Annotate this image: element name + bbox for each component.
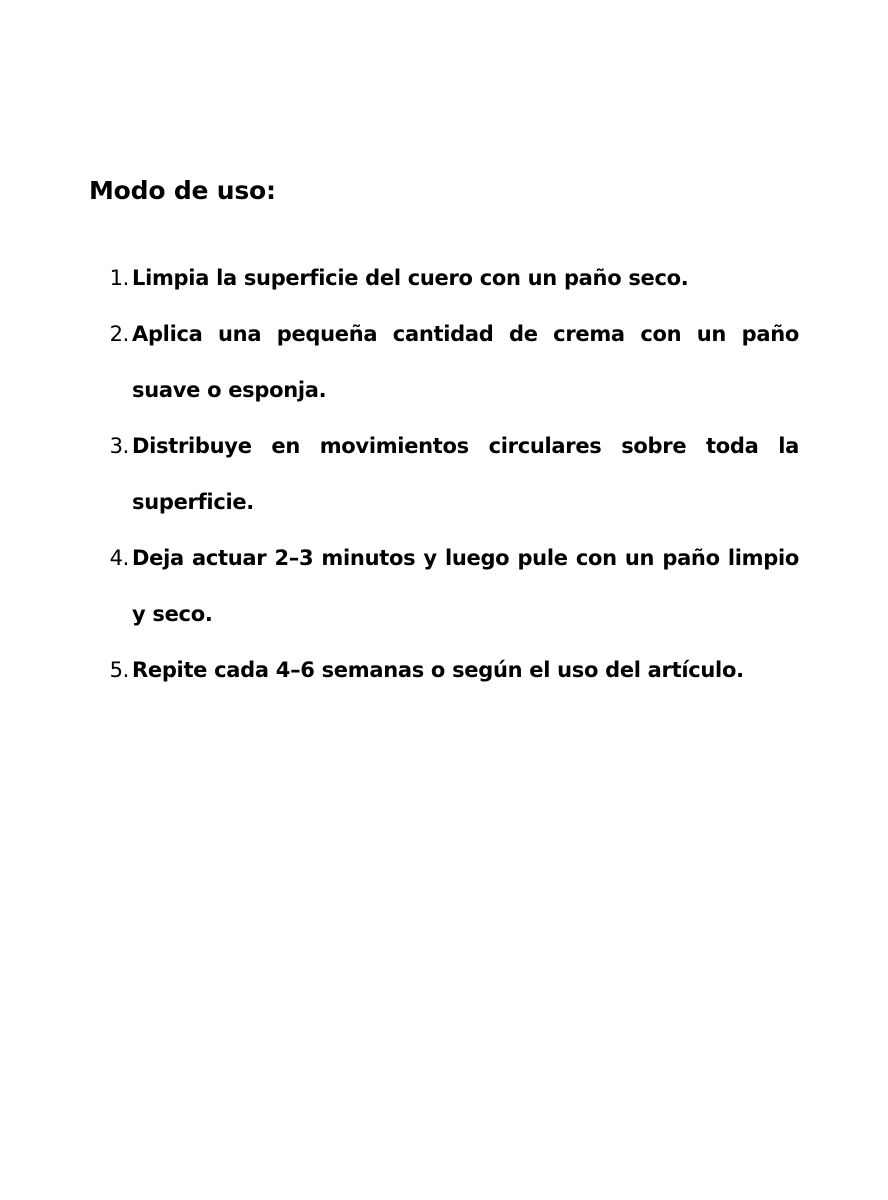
list-item-step-1: [0, 250, 799, 306]
step-text: Limpia la superficie del cuero con un paño seco.: [132, 266, 689, 290]
step-text: Deja actuar 2–3 minutos y luego pule con un paño limpio y seco.: [132, 546, 799, 626]
step-number: 5.: [109, 658, 129, 682]
step-number: 2.: [109, 322, 129, 346]
step-number: 1.: [109, 266, 129, 290]
list-item-step-4: [0, 530, 799, 642]
list-item-step-3: [0, 418, 799, 530]
step-number: 4.: [109, 546, 129, 570]
list-item-step-5: [0, 642, 799, 698]
list-item-step-2: [0, 306, 799, 418]
step-text: Repite cada 4–6 semanas o según el uso del artículo.: [132, 658, 744, 682]
instructions-list: [0, 250, 888, 698]
step-text: Aplica una pequeña cantidad de crema con un paño suave o esponja.: [132, 322, 799, 402]
section-heading: Modo de uso:: [89, 176, 276, 205]
step-text: Distribuye en movimientos circulares sobre toda la superficie.: [132, 434, 799, 514]
step-number: 3.: [109, 434, 129, 458]
